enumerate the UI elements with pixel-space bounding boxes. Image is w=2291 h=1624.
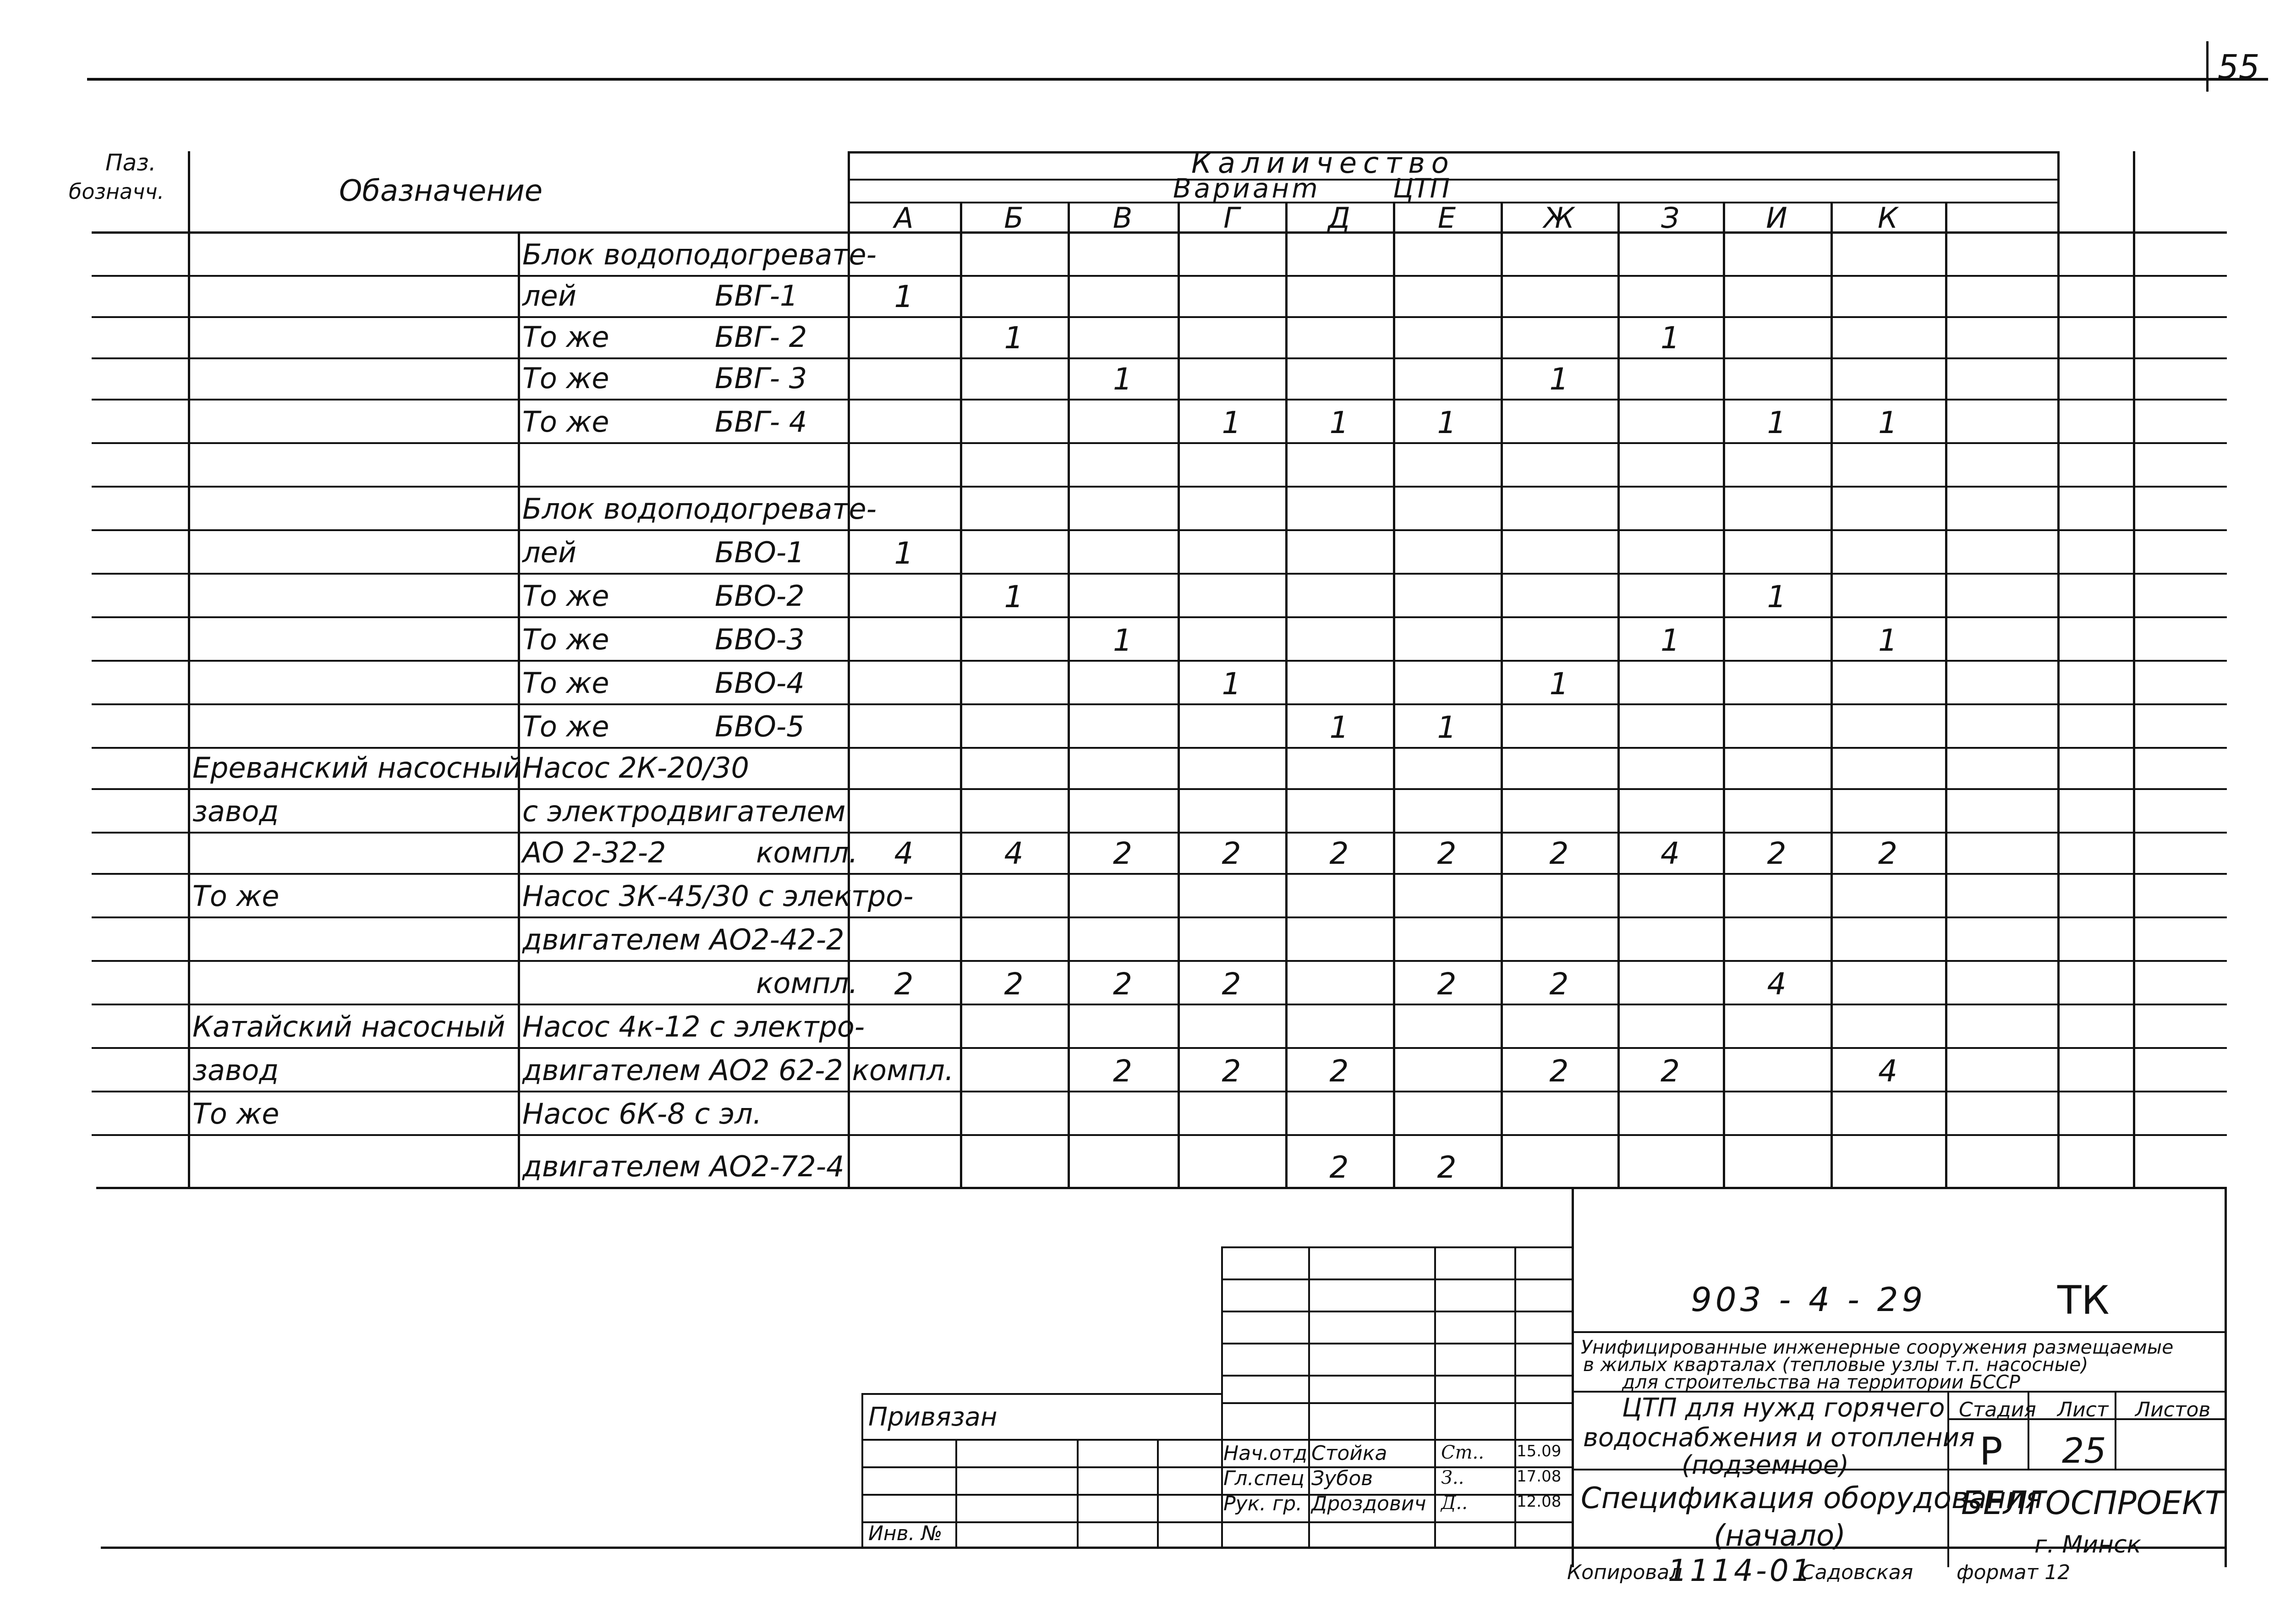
title-row-line <box>1572 1469 1947 1470</box>
designation-header: Обазначение <box>339 174 543 208</box>
quantity-cell: 2 <box>1113 836 1132 871</box>
stage-col-line <box>2028 1391 2029 1469</box>
quantity-cell: 2 <box>894 966 914 1002</box>
series-line-3: для строительства на территории БССР <box>1622 1371 2020 1393</box>
item-name-cell: двигателем АО2-42-2 <box>522 923 844 956</box>
item-code-cell: БВО-2 <box>715 579 805 613</box>
row-line <box>92 1004 2227 1005</box>
item-code-cell: БВГ- 3 <box>715 362 807 395</box>
row-line <box>92 1047 2227 1049</box>
row-line <box>92 832 2227 834</box>
col-line-variant <box>1393 202 1395 1187</box>
item-code-cell: БВГ- 4 <box>715 405 807 439</box>
variant-letter: Б <box>1004 201 1024 235</box>
copied-label: Копировал <box>1567 1561 1683 1584</box>
quantity-cell: 2 <box>1549 836 1569 871</box>
item-name-cell: лей <box>522 536 577 569</box>
row-line <box>92 1134 2227 1136</box>
bound-top-line <box>861 1393 1221 1395</box>
item-name-cell: Блок водоподогревате- <box>522 492 877 526</box>
sheet-label: Лист <box>2057 1398 2109 1421</box>
quantity-cell: 2 <box>1437 836 1457 871</box>
row-line <box>92 660 2227 662</box>
sheets-label: Листов <box>2135 1398 2211 1421</box>
title-frame-right <box>2225 1187 2227 1567</box>
row-line <box>92 316 2227 318</box>
variant-letter: В <box>1113 201 1133 235</box>
quantity-cell: 4 <box>1004 836 1024 871</box>
quantity-cell: 4 <box>894 836 914 871</box>
staff-role: Рук. гр. <box>1223 1492 1303 1515</box>
variant-letter: З <box>1661 201 1679 235</box>
item-name-cell: Блок водоподогревате- <box>522 238 877 271</box>
sheet-value: 25 <box>2062 1430 2106 1471</box>
bound-row-line <box>861 1439 1221 1441</box>
quantity-cell: 1 <box>1004 579 1024 614</box>
staff-role: Нач.отд <box>1223 1442 1308 1465</box>
bound-row-line <box>861 1494 1221 1496</box>
quantity-cell: 1 <box>1222 666 1241 702</box>
doc-code: 903 - 4 - 29 <box>1691 1280 1927 1319</box>
item-name-cell: с электродвигателем <box>522 795 846 828</box>
doc-mark: ТК <box>2057 1278 2110 1323</box>
col-line-variant <box>1178 202 1180 1187</box>
quantity-cell: 2 <box>1329 1053 1349 1089</box>
col-line-variant <box>1723 202 1725 1187</box>
col-line-name <box>518 231 520 1187</box>
row-line <box>92 486 2227 488</box>
quantity-header: Калиичество <box>1191 146 1455 180</box>
staff-name: Стойка <box>1311 1442 1387 1465</box>
quantity-cell: 2 <box>1767 836 1787 871</box>
stage-col-line <box>2115 1391 2116 1469</box>
header-top-line <box>848 151 2057 154</box>
stage-row-line <box>1947 1418 2225 1420</box>
page-number-divider <box>2206 41 2209 92</box>
item-name-cell: То же <box>522 320 609 354</box>
col-line-variant <box>1945 202 1947 1187</box>
variant-letter: Е <box>1437 201 1456 235</box>
stamp-row-line <box>1221 1439 1572 1441</box>
col-line-extra1 <box>2057 151 2060 1187</box>
item-name-cell: Насос 2К-20/30 <box>522 751 749 785</box>
quantity-cell: 2 <box>1004 966 1024 1002</box>
row-line <box>92 1091 2227 1092</box>
col-line-variant <box>1285 202 1288 1187</box>
col-line-variant <box>1068 202 1070 1187</box>
pos-label-line2: бозначч. <box>69 179 164 204</box>
sheet-title-line-1: Спецификация оборудования <box>1581 1481 2043 1515</box>
quantity-cell: 1 <box>1437 710 1457 745</box>
manufacturer-cell: завод <box>192 795 279 828</box>
stamp-row-line <box>1221 1311 1572 1312</box>
copied-name: Садовская <box>1801 1561 1913 1584</box>
stamp-row-line <box>1221 1521 1572 1523</box>
item-code-cell: БВО-5 <box>715 710 805 743</box>
col-line-variant <box>960 202 962 1187</box>
manufacturer-cell: То же <box>192 879 280 913</box>
quantity-cell: 2 <box>1222 1053 1241 1089</box>
organization: БЕЛГОСПРОЕКТ <box>1961 1484 2225 1522</box>
item-code-cell: компл. <box>756 966 858 1000</box>
object-line-2: водоснабжения и отопления <box>1583 1423 1975 1453</box>
staff-signature: Ст.. <box>1441 1442 1484 1463</box>
staff-role: Гл.спец <box>1223 1467 1304 1490</box>
quantity-cell: 4 <box>1767 966 1787 1002</box>
quantity-cell: 1 <box>1004 320 1024 356</box>
quantity-cell: 2 <box>1113 1053 1132 1089</box>
col-line-variant <box>1831 202 1833 1187</box>
staff-date: 17.08 <box>1517 1467 1562 1486</box>
row-line <box>92 442 2227 444</box>
quantity-cell: 1 <box>1878 405 1897 440</box>
item-code-cell: БВО-3 <box>715 623 805 656</box>
row-line <box>92 275 2227 277</box>
col-line-variant <box>1501 202 1503 1187</box>
bound-label: Привязан <box>868 1402 998 1432</box>
quantity-cell: 2 <box>1329 836 1349 871</box>
quantity-cell: 2 <box>1437 966 1457 1002</box>
item-code-cell: БВГ-1 <box>715 279 798 313</box>
item-code-cell: БВО-1 <box>715 536 805 569</box>
quantity-cell: 1 <box>1113 362 1132 397</box>
item-name-cell: То же <box>522 623 609 656</box>
row-line <box>92 747 2227 749</box>
row-line <box>92 357 2227 359</box>
city: г. Минск <box>2034 1531 2142 1558</box>
row-line <box>92 399 2227 401</box>
row-line <box>92 573 2227 575</box>
stage-col-line <box>1947 1391 1949 1567</box>
top-border-line <box>87 78 2268 81</box>
quantity-cell: 4 <box>1661 836 1680 871</box>
item-name-cell: То же <box>522 710 609 743</box>
copied-number: 1114-01 <box>1668 1553 1814 1588</box>
stamp-row-line <box>1221 1402 1572 1404</box>
object-line-1: ЦТП для нужд горячего <box>1622 1393 1945 1423</box>
stamp-col-line <box>1514 1246 1516 1549</box>
row-line <box>92 788 2227 790</box>
variant-letter: К <box>1877 201 1898 235</box>
quantity-cell: 2 <box>1878 836 1897 871</box>
format-label: формат 12 <box>1957 1561 2071 1584</box>
variant-letter: Г <box>1223 201 1239 235</box>
variant-header-ctp: ЦТП <box>1393 173 1450 204</box>
stage-value: Р <box>1979 1429 2003 1474</box>
quantity-cell: 2 <box>1661 1053 1680 1089</box>
bottom-border-line <box>101 1547 2227 1549</box>
quantity-cell: 2 <box>1222 966 1241 1002</box>
header-quantity-line <box>848 179 2057 181</box>
quantity-cell: 1 <box>1329 405 1349 440</box>
variant-letter: Д <box>1328 201 1350 235</box>
item-code-cell: БВО-4 <box>715 666 805 700</box>
quantity-cell: 2 <box>1222 836 1241 871</box>
stamp-col-line <box>1434 1246 1436 1549</box>
item-name-cell: двигателем АО2 62-2 компл. <box>522 1053 954 1087</box>
variant-letter: А <box>894 201 914 235</box>
bound-left-line <box>861 1393 863 1549</box>
quantity-cell: 2 <box>1329 1150 1349 1185</box>
item-name-cell: То же <box>522 405 609 439</box>
title-frame-top <box>1572 1187 2227 1189</box>
variant-header: Варианm <box>1173 173 1321 204</box>
stamp-row-line <box>1221 1246 1572 1248</box>
item-code-cell: БВГ- 2 <box>715 320 807 354</box>
item-name-cell: То же <box>522 579 609 613</box>
item-name-cell: Насос 4к-12 с электро- <box>522 1010 865 1043</box>
series-line-1: Унифицированные инженерные сооружения размещаемые <box>1581 1336 2174 1358</box>
bound-row-line <box>861 1521 1221 1523</box>
staff-name: Дроздович <box>1311 1492 1426 1515</box>
stamp-row-line <box>1221 1278 1572 1280</box>
staff-signature: Д.. <box>1441 1492 1468 1514</box>
sheet-title-line-2: (начало) <box>1714 1519 1846 1553</box>
quantity-cell: 1 <box>1767 579 1787 614</box>
title-row-line <box>1572 1391 2225 1393</box>
quantity-cell: 2 <box>1437 1150 1457 1185</box>
quantity-cell: 1 <box>1767 405 1787 440</box>
quantity-cell: 1 <box>1437 405 1457 440</box>
stage-row-line <box>1947 1469 2225 1470</box>
quantity-cell: 2 <box>1549 1053 1569 1089</box>
series-line-2: в жилых кварталах (тепловые узлы т.п. насосные) <box>1583 1354 2088 1376</box>
item-name-cell: То же <box>522 362 609 395</box>
quantity-cell: 2 <box>1549 966 1569 1002</box>
quantity-cell: 1 <box>1878 623 1897 658</box>
item-name-cell: Насос 3К-45/30 с электро- <box>522 879 914 913</box>
staff-date: 15.09 <box>1517 1442 1562 1460</box>
item-name-cell: Насос 6К-8 с эл. <box>522 1097 762 1130</box>
bound-row-line <box>861 1466 1221 1468</box>
item-name-cell: То же <box>522 666 609 700</box>
stamp-col-line <box>1221 1246 1223 1549</box>
object-line-3: (подземное) <box>1682 1450 1849 1480</box>
item-name-cell: лей <box>522 279 577 313</box>
quantity-cell: 1 <box>1549 666 1569 702</box>
quantity-cell: 1 <box>894 279 914 314</box>
title-frame-left <box>1572 1187 1574 1567</box>
quantity-cell: 1 <box>1222 405 1241 440</box>
row-line <box>92 616 2227 618</box>
pos-label-line1: Паз. <box>105 149 156 176</box>
row-line <box>92 873 2227 875</box>
manufacturer-cell: То же <box>192 1097 280 1130</box>
staff-name: Зубов <box>1311 1467 1373 1490</box>
row-line <box>92 916 2227 918</box>
inv-label: Инв. № <box>868 1522 943 1545</box>
col-line-variant <box>1617 202 1620 1187</box>
title-row-line <box>1572 1331 2225 1333</box>
quantity-cell: 1 <box>894 536 914 571</box>
quantity-cell: 1 <box>1113 623 1132 658</box>
row-line <box>92 529 2227 531</box>
stage-label: Стадия <box>1959 1398 2036 1421</box>
quantity-cell: 1 <box>1661 320 1680 356</box>
row-line <box>92 960 2227 962</box>
item-name-cell: двигателем АО2-72-4 <box>522 1150 844 1183</box>
quantity-cell: 2 <box>1113 966 1132 1002</box>
stamp-row-line <box>1221 1375 1572 1377</box>
staff-date: 12.08 <box>1517 1492 1562 1511</box>
col-line-mfr <box>188 151 190 1187</box>
item-name-cell: АО 2-32-2 <box>522 836 666 869</box>
quantity-cell: 1 <box>1329 710 1349 745</box>
variant-letter: И <box>1766 201 1787 235</box>
manufacturer-cell: Катайский насосный <box>192 1010 505 1043</box>
page-number: 55 <box>2218 48 2260 86</box>
quantity-cell: 1 <box>1549 362 1569 397</box>
stamp-col-line <box>1308 1246 1310 1549</box>
item-code-cell: компл. <box>756 836 858 869</box>
manufacturer-cell: Ереванский насосный <box>192 751 521 785</box>
row-line <box>92 703 2227 705</box>
quantity-cell: 1 <box>1661 623 1680 658</box>
col-line-extra2 <box>2133 151 2135 1187</box>
stamp-row-line <box>1221 1343 1572 1344</box>
quantity-cell: 4 <box>1878 1053 1897 1089</box>
manufacturer-cell: завод <box>192 1053 279 1087</box>
staff-signature: З.. <box>1441 1467 1464 1488</box>
variant-letter: Ж <box>1544 201 1574 235</box>
